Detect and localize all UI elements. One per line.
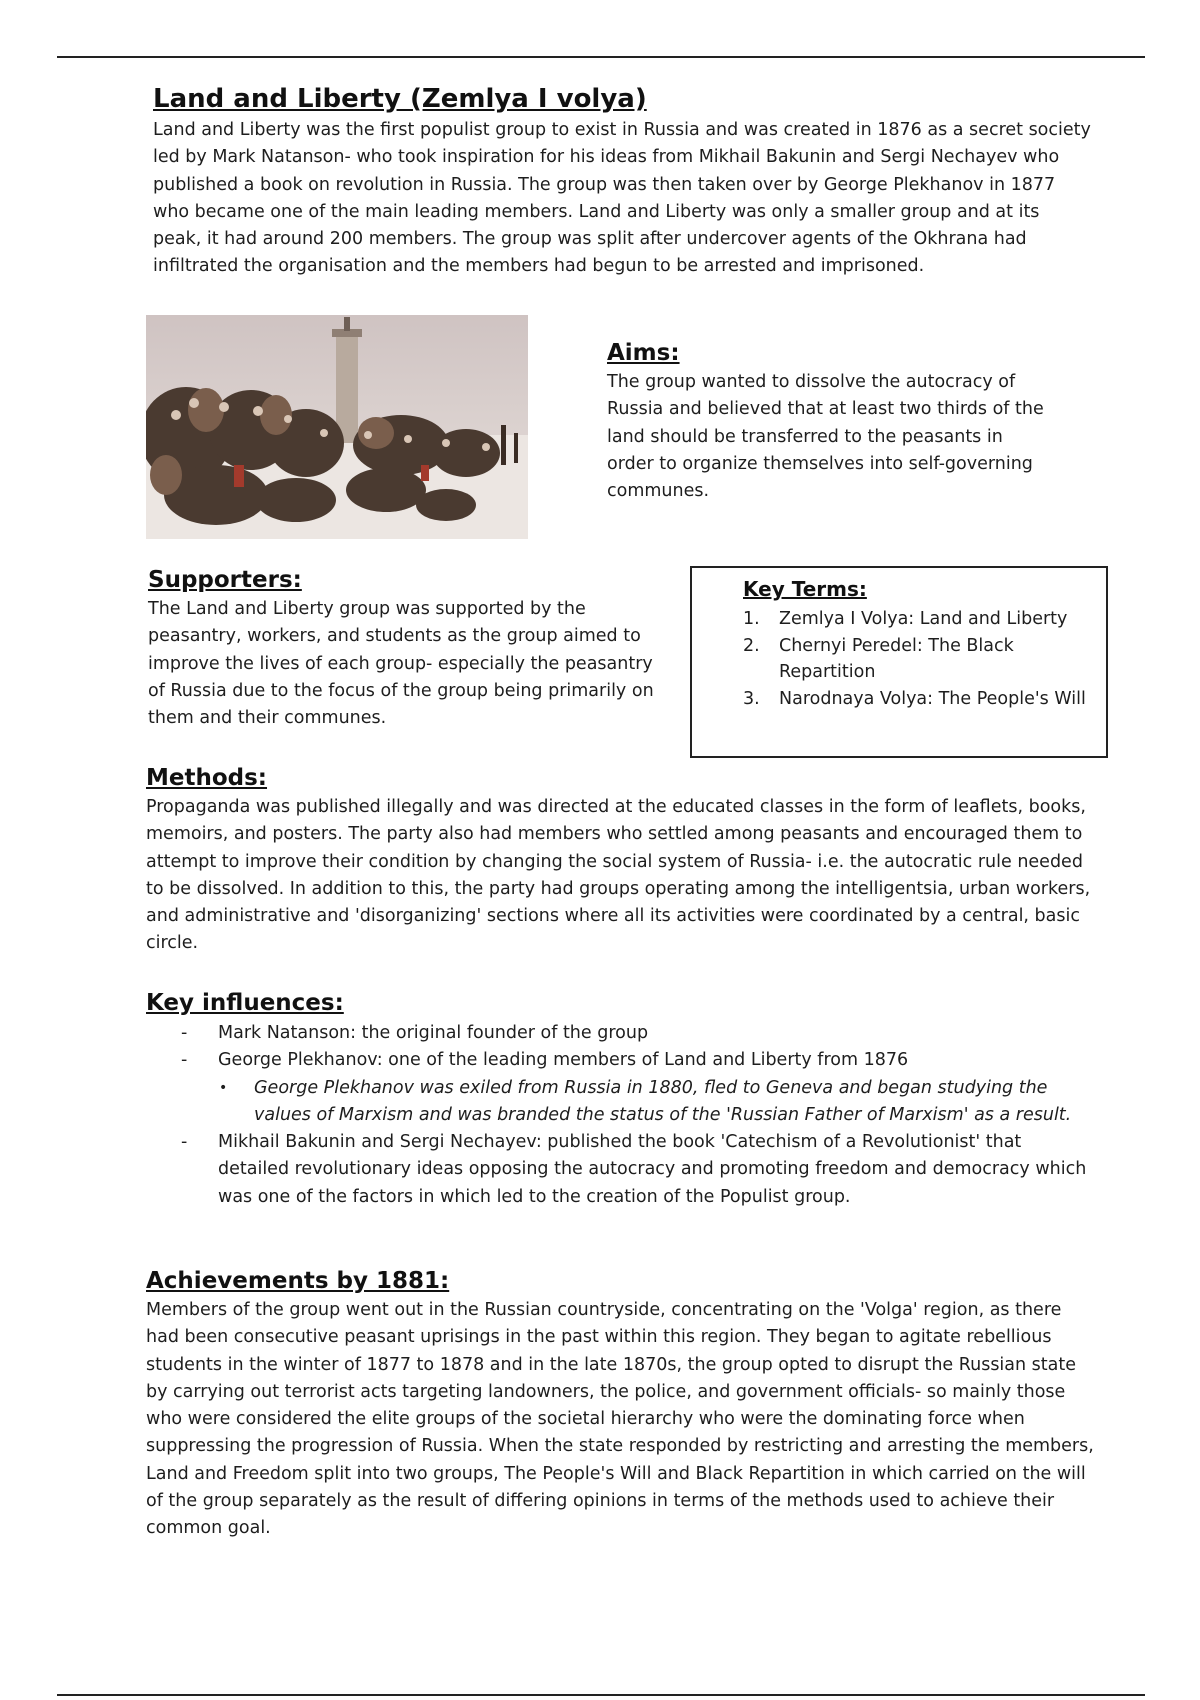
top-rule	[57, 56, 1145, 58]
supporters-heading: Supporters:	[148, 567, 302, 593]
methods-text: Propaganda was published illegally and was directed at the educated classes in the form of leaflets, books, memoirs, and posters. The party also had members who settled among peasants and encouraged them to attempt to improve their condition by changing the social system of Russia- i.e. the autocratic rule needed to be dissolved. In addition to this, the party had groups operating among the intelligentsia, urban workers, and administrative and 'disorganizing' sections where all its activities were coordinated by a central, basic circle.	[146, 797, 1091, 954]
key-term-item: 2. Chernyi Peredel: The Black Repartition	[743, 635, 1014, 682]
key-term-item: 1. Zemlya I Volya: Land and Liberty	[743, 609, 1068, 629]
aims-text: The group wanted to dissolve the autocracy of Russia and believed that at least two thirds of the land should be transferred to the peasants in order to organize themselves into self-governing communes.	[607, 372, 1044, 502]
painting-illustration	[146, 315, 528, 539]
influence-item: - George Plekhanov: one of the leading members of Land and Liberty from 1876	[181, 1050, 909, 1071]
influence-subitem: • George Plekhanov was exiled from Russia in 1880, fled to Geneva and began studying the values of Marxism and was branded the status of the 'Russian Father of Marxism' as a result.	[219, 1077, 1072, 1125]
painting-image	[146, 315, 528, 539]
influence-item: - Mark Natanson: the original founder of the group	[181, 1023, 649, 1043]
page-title: Land and Liberty (Zemlya I volya)	[153, 84, 647, 114]
achievements-text: Members of the group went out in the Russian countryside, concentrating on the 'Volga' region, as there had been consecutive peasant uprisings in the past within this region. They began to agitate rebellious students in the winter of 1877 to 1878 and in the late 1870s, the group opted to disrupt the Russian state by carrying out terrorist acts targeting landowners, the police, and government officials- so mainly those who were considered the elite groups of the societal hierarchy who were the dominating force when suppressing the progression of Russia. When the state responded by restricting and arresting the members, Land and Freedom split into two groups, The People's Will and Black Repartition in which carried on the will of the group separately as the result of differing opinions in terms of the methods used to achieve their common goal.	[146, 1300, 1094, 1539]
influence-item: - Mikhail Bakunin and Sergi Nechayev: published the book 'Catechism of a Revolutionist' that detailed revolutionary ideas opposing the autocracy and promoting freedom and democracy which was one of the factors in which led to the creation of the Populist group.	[181, 1132, 1087, 1207]
achievements-heading: Achievements by 1881:	[146, 1268, 450, 1294]
bottom-rule	[57, 1694, 1145, 1696]
methods-heading: Methods:	[146, 765, 268, 791]
influences-list	[146, 1020, 1096, 1211]
supporters-text: The Land and Liberty group was supported by the peasantry, workers, and students as the group aimed to improve the lives of each group- especially the peasantry of Russia due to the focus of the group being primarily on them and their communes.	[148, 599, 654, 729]
key-terms-list	[743, 606, 1093, 712]
influences-section	[146, 988, 1096, 1211]
key-terms-box	[690, 566, 1108, 758]
title-section	[153, 82, 1093, 281]
key-terms-heading: Key Terms:	[743, 577, 867, 601]
aims-heading: Aims:	[607, 340, 680, 366]
aims-section	[607, 338, 1047, 505]
supporters-section	[148, 565, 670, 732]
key-term-item: 3. Narodnaya Volya: The People's Will	[743, 688, 1086, 709]
influences-heading: Key influences:	[146, 990, 344, 1016]
methods-section	[146, 763, 1096, 958]
intro-paragraph: Land and Liberty was the first populist group to exist in Russia and was created in 1876 as a secret society led by Mark Natanson- who took inspiration for his ideas from Mikhail Bakunin and Sergi Nechayev who published a book on revolution in Russia. The group was then taken over by George Plekhanov in 1877 who became one of the main leading members. Land and Liberty was only a smaller group and at its peak, it had around 200 members. The group was split after undercover agents of the Okhrana had infiltrated the organisation and the members had begun to be arrested and imprisoned.	[153, 120, 1091, 277]
achievements-section	[146, 1266, 1096, 1543]
